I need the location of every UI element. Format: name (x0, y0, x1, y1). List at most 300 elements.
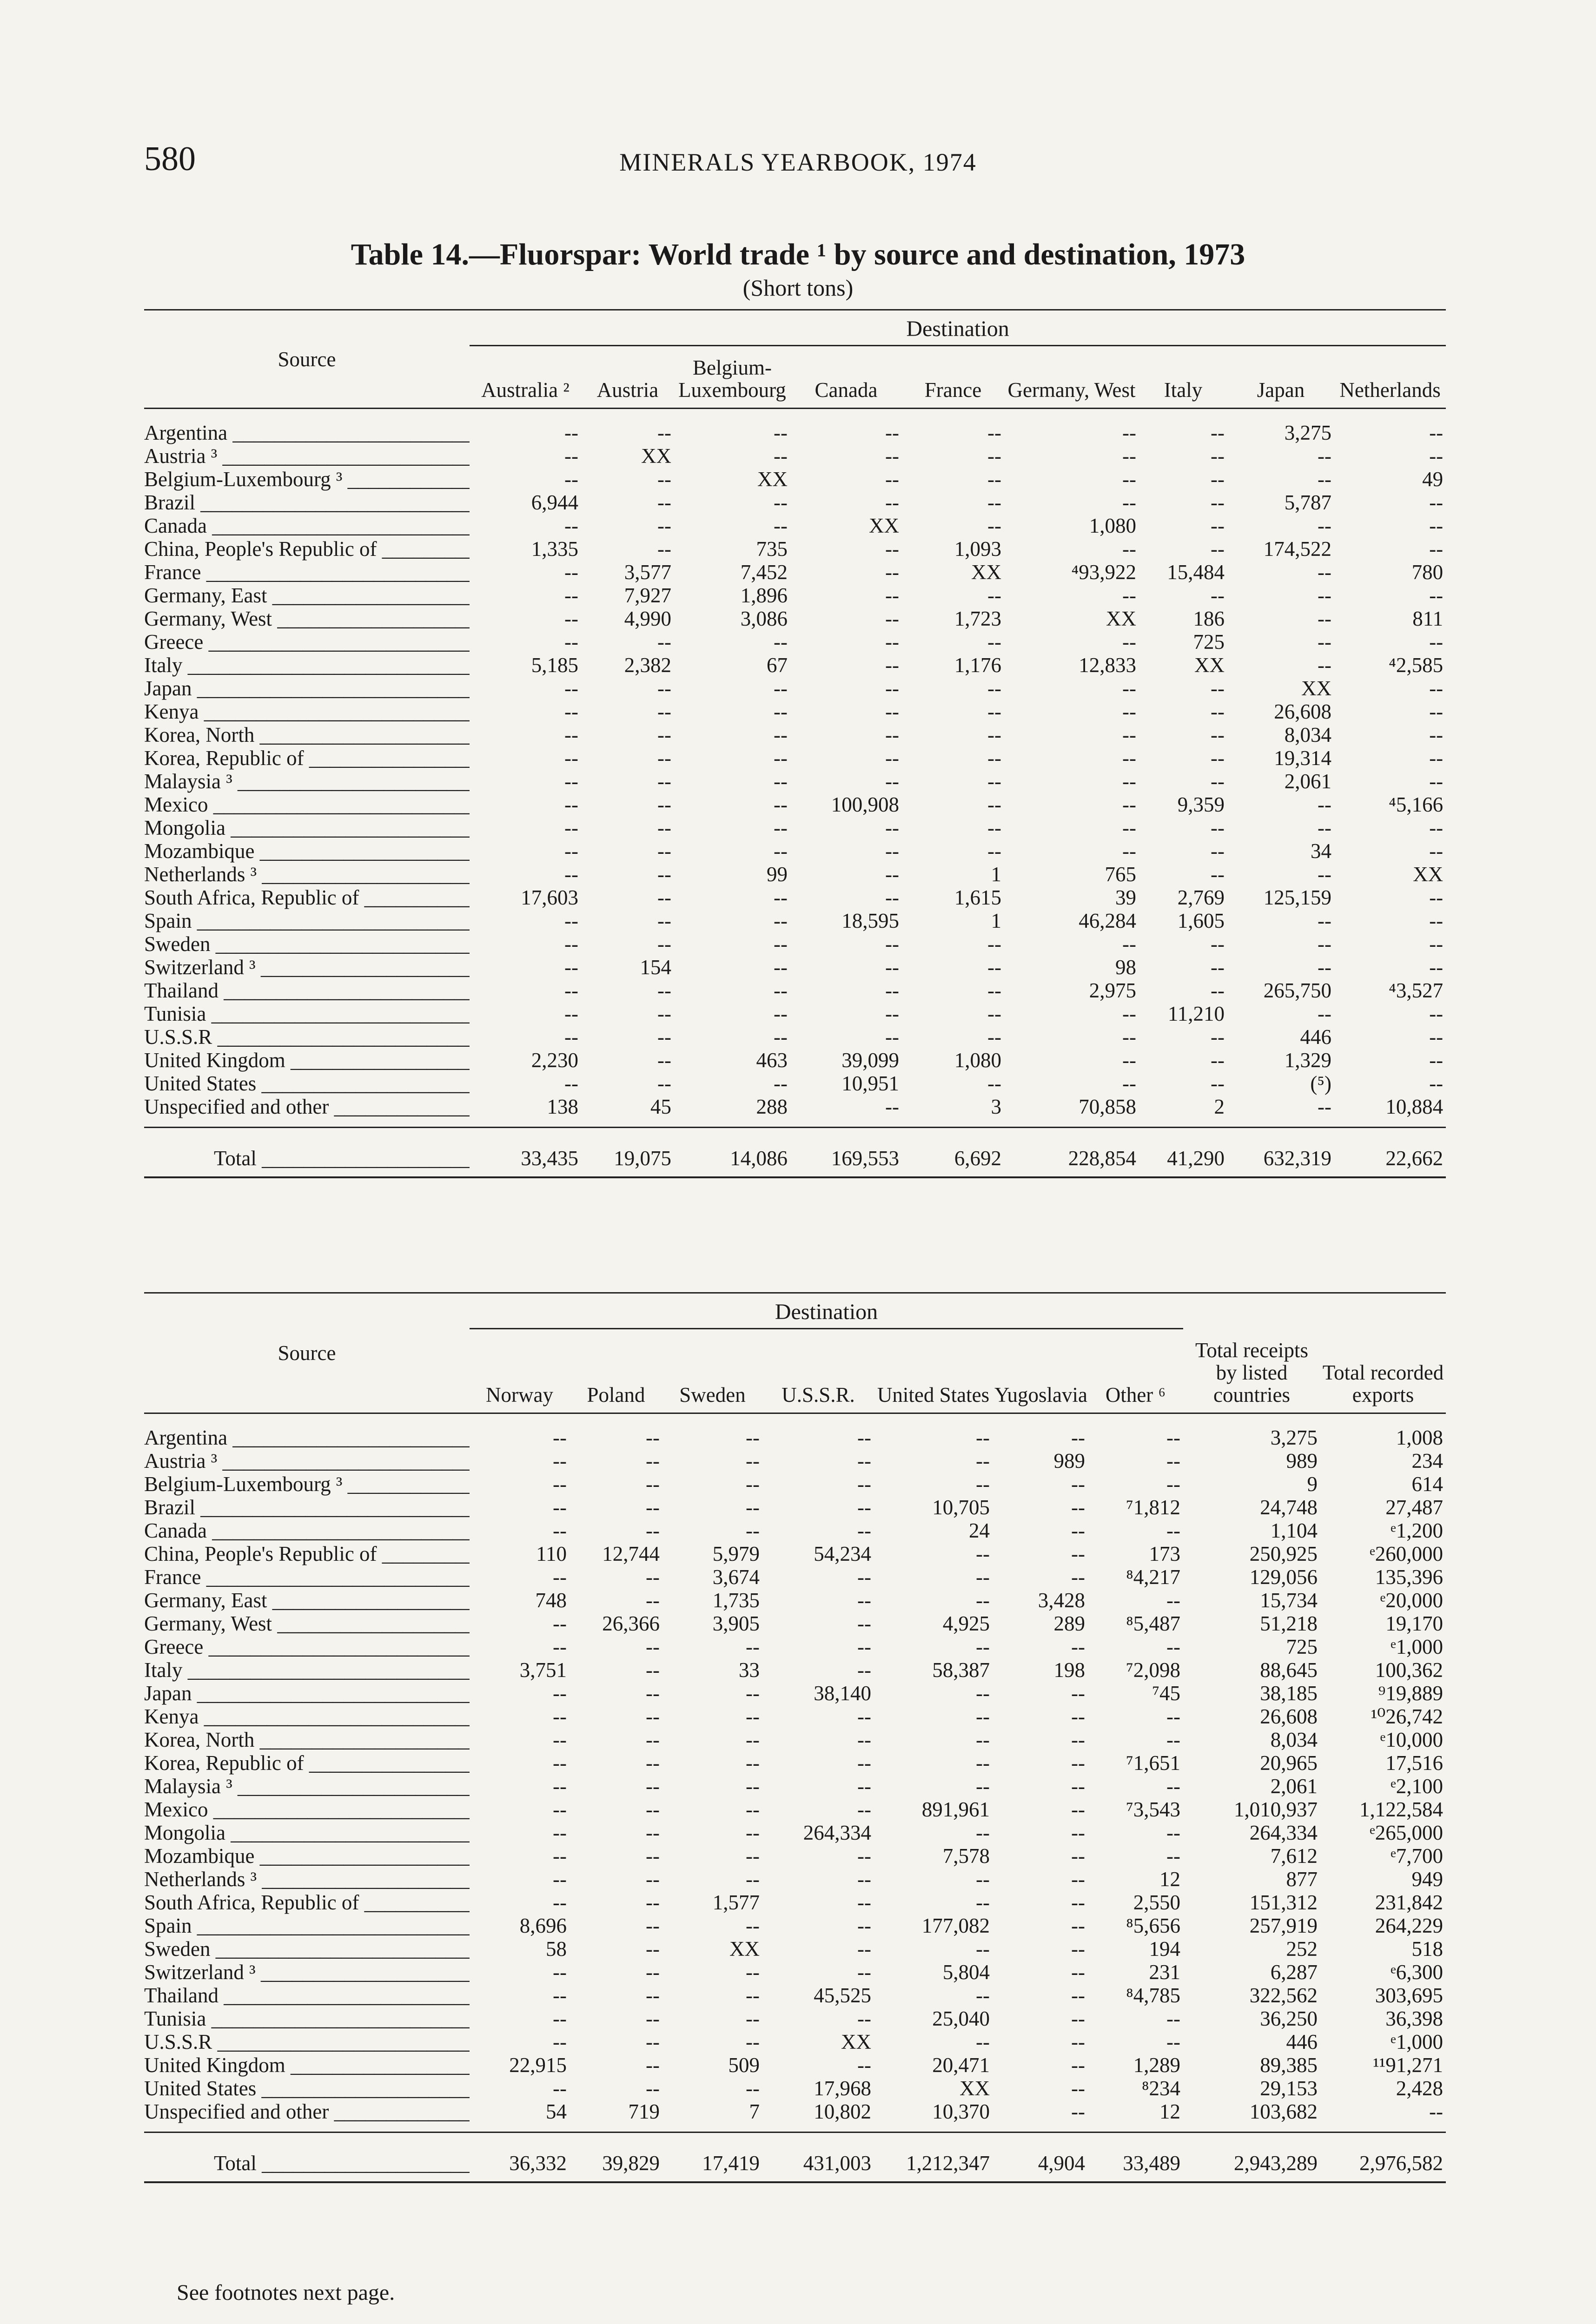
value-cell: -- (746, 1960, 760, 1984)
table-row (144, 2030, 1446, 2053)
value-cell: -- (1071, 1983, 1085, 2007)
value-cell: XX (971, 561, 1001, 584)
value-cell: -- (885, 746, 899, 770)
value-cell: -- (1071, 1681, 1085, 1705)
total-cell: 1,212,347 (874, 2132, 993, 2182)
value-cell: -- (646, 1867, 660, 1891)
value-cell: -- (987, 421, 1001, 444)
value-cell: -- (987, 1002, 1001, 1025)
column-header: Italy (1139, 346, 1227, 409)
value-cell: -- (885, 932, 899, 956)
table-row (144, 2053, 1446, 2077)
value-cell: ᵉ1,200 (1391, 1519, 1444, 1542)
value-cell: 7 (749, 2100, 760, 2123)
value-cell: 1,080 (954, 1049, 1001, 1072)
value-cell: -- (553, 1681, 567, 1705)
value-cell: 5,804 (942, 1960, 990, 1984)
value-cell: -- (564, 1002, 578, 1025)
value-cell: 303,695 (1375, 1983, 1444, 2007)
value-cell: -- (564, 816, 578, 839)
value-cell: 1,723 (954, 607, 1001, 630)
value-cell: -- (1122, 421, 1136, 444)
table-row (144, 1728, 1446, 1751)
value-cell: 1,104 (1270, 1519, 1318, 1542)
source-cell: Mozambique _____ (144, 839, 470, 863)
value-cell: 45 (650, 1095, 671, 1118)
value-cell: -- (1318, 793, 1331, 816)
source-cell: Mongolia _____ (144, 1821, 470, 1844)
value-cell: -- (553, 2030, 567, 2053)
table-row (144, 1496, 1446, 1519)
value-cell: 54,234 (814, 1542, 871, 1565)
value-cell: -- (1122, 677, 1136, 700)
value-cell: 4,990 (624, 607, 671, 630)
value-cell: -- (1166, 1821, 1181, 1844)
value-cell: -- (746, 1728, 760, 1751)
table-row (144, 1705, 1446, 1728)
source-cell: China, People's Republic of _____ (144, 1542, 470, 1565)
value-cell: 7,927 (624, 584, 671, 607)
value-cell: ⁷1,651 (1126, 1751, 1181, 1775)
value-cell: -- (1429, 421, 1444, 444)
source-cell: France _____ (144, 1565, 470, 1589)
value-cell: 58,387 (932, 1658, 990, 1682)
value-cell: 509 (728, 2053, 760, 2077)
value-cell: -- (774, 1025, 788, 1049)
value-cell: -- (1071, 1472, 1085, 1496)
value-cell: -- (987, 770, 1001, 793)
value-cell: 12,744 (602, 1542, 660, 1565)
value-cell: 138 (547, 1095, 578, 1118)
value-cell: -- (657, 932, 671, 956)
value-cell: -- (657, 491, 671, 514)
value-cell: -- (1429, 2100, 1444, 2123)
column-header: Japan (1227, 346, 1334, 409)
value-cell: -- (1122, 793, 1136, 816)
value-cell: -- (1318, 863, 1331, 886)
value-cell: ⁸4,217 (1126, 1565, 1181, 1589)
value-cell: -- (746, 2007, 760, 2030)
value-cell: -- (885, 561, 899, 584)
value-cell: -- (553, 1983, 567, 2007)
value-cell: ⁸5,656 (1126, 1914, 1181, 1937)
value-cell: 719 (628, 2100, 660, 2123)
source-cell: United States _____ (144, 2077, 470, 2100)
value-cell: -- (1122, 630, 1136, 654)
value-cell: 2,382 (624, 654, 671, 677)
value-cell: -- (1211, 746, 1225, 770)
value-cell: -- (1122, 584, 1136, 607)
value-cell: -- (857, 1565, 871, 1589)
table-row (144, 1775, 1446, 1798)
value-cell: 125,159 (1263, 886, 1331, 909)
value-cell: -- (1211, 491, 1225, 514)
column-header: Yugoslavia (993, 1329, 1088, 1413)
source-cell: Switzerland ³ _____ (144, 956, 470, 979)
value-cell: ᵉ1,000 (1391, 2030, 1444, 2053)
value-cell: 46,284 (1079, 909, 1136, 932)
value-cell: -- (657, 677, 671, 700)
value-cell: ᵉ7,700 (1391, 1844, 1444, 1868)
value-cell: -- (646, 1797, 660, 1821)
value-cell: -- (746, 1704, 760, 1728)
value-cell: 1 (991, 863, 1001, 886)
source-cell: Kenya _____ (144, 1705, 470, 1728)
value-cell: -- (857, 1890, 871, 1914)
table-row (144, 1095, 1446, 1128)
source-cell: Netherlands ³ _____ (144, 1868, 470, 1891)
value-cell: -- (646, 1914, 660, 1937)
value-cell: ⁷3,543 (1126, 1797, 1181, 1821)
source-cell: Canada _____ (144, 514, 470, 537)
value-cell: -- (1166, 1704, 1181, 1728)
value-cell: -- (1211, 816, 1225, 839)
value-cell: -- (657, 793, 671, 816)
value-cell: -- (1429, 630, 1444, 654)
table-row (144, 1914, 1446, 1937)
value-cell: -- (1071, 1890, 1085, 1914)
value-cell: -- (564, 607, 578, 630)
value-cell: 252 (1286, 1937, 1318, 1961)
value-cell: -- (857, 1960, 871, 1984)
table-row (144, 1635, 1446, 1658)
value-cell: 110 (536, 1542, 567, 1565)
table-row (144, 746, 1446, 770)
value-cell: -- (646, 1774, 660, 1798)
value-cell: 5,185 (531, 654, 578, 677)
value-cell: -- (976, 1751, 990, 1775)
value-cell: -- (746, 1472, 760, 1496)
value-cell: -- (976, 1449, 990, 1472)
table-row (144, 1612, 1446, 1635)
value-cell: -- (885, 654, 899, 677)
source-cell: Thailand _____ (144, 979, 470, 1002)
value-cell: -- (564, 1025, 578, 1049)
column-header: Other ⁶ (1088, 1329, 1183, 1413)
value-cell: -- (774, 909, 788, 932)
value-cell: -- (1429, 491, 1444, 514)
source-cell: Korea, Republic of _____ (144, 1751, 470, 1775)
value-cell: 1,176 (954, 654, 1001, 677)
value-cell: -- (553, 1867, 567, 1891)
table-row (144, 584, 1446, 607)
value-cell: ⁷1,812 (1126, 1495, 1181, 1519)
value-cell: 38,185 (1260, 1681, 1318, 1705)
value-cell: -- (857, 2053, 871, 2077)
value-cell: 26,608 (1274, 700, 1331, 723)
value-cell: -- (774, 630, 788, 654)
value-cell: -- (885, 630, 899, 654)
value-cell: ᵉ265,000 (1370, 1821, 1444, 1844)
column-header: Total recorded exports (1320, 1329, 1446, 1413)
value-cell: -- (564, 630, 578, 654)
value-cell: -- (1166, 1774, 1181, 1798)
value-cell: -- (976, 1704, 990, 1728)
value-cell: -- (1166, 1728, 1181, 1751)
source-cell: Thailand _____ (144, 1984, 470, 2007)
value-cell: 265,750 (1263, 979, 1331, 1002)
value-cell: 1,896 (740, 584, 788, 607)
value-cell: -- (885, 468, 899, 491)
trade-table-part-1 (144, 309, 1446, 1178)
value-cell: -- (885, 700, 899, 723)
table-row (144, 444, 1446, 468)
source-cell: United Kingdom _____ (144, 2053, 470, 2077)
value-cell: 12,833 (1079, 654, 1136, 677)
value-cell: 891,961 (921, 1797, 990, 1821)
value-cell: -- (646, 1426, 660, 1449)
total-cell: 33,435 (470, 1128, 581, 1178)
value-cell: 2,975 (1089, 979, 1136, 1002)
value-cell: -- (976, 1821, 990, 1844)
value-cell: -- (885, 839, 899, 863)
value-cell: -- (1211, 514, 1225, 537)
value-cell: -- (646, 2007, 660, 2030)
value-cell: -- (774, 677, 788, 700)
value-cell: -- (1122, 932, 1136, 956)
value-cell: 3,751 (519, 1658, 567, 1682)
value-cell: ⁸234 (1141, 2076, 1181, 2100)
total-cell: 19,075 (581, 1128, 674, 1178)
source-cell: Germany, West _____ (144, 1612, 470, 1635)
value-cell: -- (976, 1542, 990, 1565)
value-cell: 231 (1149, 1960, 1181, 1984)
table-row (144, 1961, 1446, 1984)
source-header: Source (144, 1293, 470, 1413)
value-cell: -- (987, 677, 1001, 700)
source-cell: Unspecified and other _____ (144, 2100, 470, 2133)
value-cell: -- (1122, 770, 1136, 793)
value-cell: 3 (991, 1095, 1001, 1118)
value-cell: 1,605 (1177, 909, 1225, 932)
value-cell: -- (857, 1611, 871, 1635)
value-cell: -- (976, 1728, 990, 1751)
source-cell: Mozambique _____ (144, 1844, 470, 1868)
value-cell: -- (1071, 1960, 1085, 1984)
value-cell: 22,915 (509, 2053, 567, 2077)
value-cell: 12 (1159, 1867, 1181, 1891)
value-cell: -- (857, 1704, 871, 1728)
source-cell: Korea, North _____ (144, 1728, 470, 1751)
value-cell: -- (746, 1449, 760, 1472)
value-cell: -- (1211, 444, 1225, 468)
total-row (144, 2132, 1446, 2182)
value-cell: -- (885, 491, 899, 514)
value-cell: -- (646, 1728, 660, 1751)
value-cell: 989 (1286, 1449, 1318, 1472)
value-cell: 5,787 (1284, 491, 1331, 514)
value-cell: 10,370 (932, 2100, 990, 2123)
value-cell: -- (857, 1495, 871, 1519)
value-cell: -- (987, 932, 1001, 956)
table-row (144, 1472, 1446, 1496)
value-cell: XX (869, 514, 899, 537)
value-cell: -- (1318, 607, 1331, 630)
value-cell: 2,769 (1177, 886, 1225, 909)
running-head: MINERALS YEARBOOK, 1974 (619, 148, 977, 176)
value-cell: -- (987, 514, 1001, 537)
value-cell: -- (646, 1844, 660, 1868)
table-row (144, 770, 1446, 793)
value-cell: -- (1166, 1449, 1181, 1472)
source-cell: Italy _____ (144, 1658, 470, 1682)
value-cell: -- (1318, 444, 1331, 468)
value-cell: -- (987, 746, 1001, 770)
value-cell: -- (646, 1937, 660, 1961)
value-cell: -- (564, 561, 578, 584)
table-row (144, 723, 1446, 746)
value-cell: 8,696 (519, 1914, 567, 1937)
value-cell: -- (1122, 1072, 1136, 1095)
value-cell: 6,287 (1270, 1960, 1318, 1984)
value-cell: -- (1318, 584, 1331, 607)
value-cell: 7,578 (942, 1844, 990, 1868)
source-cell: Netherlands ³ _____ (144, 863, 470, 886)
value-cell: -- (774, 700, 788, 723)
value-cell: -- (1429, 723, 1444, 746)
value-cell: -- (1429, 909, 1444, 932)
value-cell: -- (987, 793, 1001, 816)
value-cell: 54 (546, 2100, 567, 2123)
table-row (144, 654, 1446, 677)
value-cell: 36,250 (1260, 2007, 1318, 2030)
value-cell: -- (1211, 700, 1225, 723)
value-cell: -- (1122, 700, 1136, 723)
total-cell: 36,332 (470, 2132, 570, 2182)
source-cell: Malaysia ³ _____ (144, 770, 470, 793)
value-cell: -- (1071, 2076, 1085, 2100)
value-cell: XX (1194, 654, 1225, 677)
value-cell: -- (1429, 514, 1444, 537)
value-cell: -- (1071, 1867, 1085, 1891)
value-cell: -- (987, 979, 1001, 1002)
value-cell: -- (885, 421, 899, 444)
table-row (144, 1937, 1446, 1961)
source-cell: Argentina _____ (144, 1413, 470, 1449)
value-cell: -- (774, 491, 788, 514)
value-cell: -- (657, 886, 671, 909)
value-cell: ᵉ2,100 (1391, 1774, 1444, 1798)
value-cell: XX (1413, 863, 1444, 886)
value-cell: -- (976, 1588, 990, 1612)
value-cell: -- (1071, 1635, 1085, 1658)
value-cell: -- (657, 816, 671, 839)
table-row (144, 1025, 1446, 1049)
value-cell: -- (774, 1002, 788, 1025)
source-cell: Spain _____ (144, 1914, 470, 1937)
value-cell: 15,734 (1260, 1588, 1318, 1612)
value-cell: 725 (1286, 1635, 1318, 1658)
value-cell: -- (1318, 514, 1331, 537)
source-cell: United Kingdom _____ (144, 1049, 470, 1072)
column-header: Sweden (662, 1329, 762, 1413)
value-cell: -- (1166, 2030, 1181, 2053)
value-cell: -- (987, 723, 1001, 746)
value-cell: 1,289 (1133, 2053, 1181, 2077)
value-cell: 1,329 (1284, 1049, 1331, 1072)
value-cell: 264,334 (1249, 1821, 1318, 1844)
value-cell: 17,516 (1385, 1751, 1444, 1775)
value-cell: -- (1071, 1519, 1085, 1542)
value-cell: 289 (1053, 1611, 1085, 1635)
value-cell: -- (553, 1797, 567, 1821)
value-cell: -- (1211, 723, 1225, 746)
value-cell: -- (857, 1751, 871, 1775)
source-cell: Spain _____ (144, 909, 470, 932)
table-row (144, 700, 1446, 723)
value-cell: ¹¹91,271 (1373, 2053, 1444, 2077)
value-cell: 250,925 (1249, 1542, 1318, 1565)
value-cell: 45,525 (814, 1983, 871, 2007)
value-cell: ⁴93,922 (1071, 561, 1136, 584)
value-cell: -- (553, 1565, 567, 1589)
source-cell: Korea, North _____ (144, 723, 470, 746)
table-row (144, 1072, 1446, 1095)
column-header: Netherlands (1334, 346, 1446, 409)
value-cell: -- (1166, 2007, 1181, 2030)
value-cell: 446 (1286, 2030, 1318, 2053)
total-cell: 17,419 (662, 2132, 762, 2182)
value-cell: 10,884 (1385, 1095, 1444, 1118)
value-cell: -- (1318, 932, 1331, 956)
value-cell: -- (657, 1002, 671, 1025)
value-cell: -- (1071, 2100, 1085, 2123)
value-cell: -- (885, 863, 899, 886)
value-cell: 58 (546, 1937, 567, 1961)
value-cell: -- (1071, 1914, 1085, 1937)
value-cell: -- (976, 1983, 990, 2007)
destination-header: Destination (470, 1293, 1183, 1329)
column-header: Belgium-Luxembourg (674, 346, 790, 409)
value-cell: -- (746, 1519, 760, 1542)
value-cell: -- (646, 1704, 660, 1728)
source-cell: Japan _____ (144, 677, 470, 700)
value-cell: -- (976, 1867, 990, 1891)
value-cell: 26,366 (602, 1611, 660, 1635)
total-row (144, 1128, 1446, 1178)
value-cell: -- (857, 1844, 871, 1868)
value-cell: -- (857, 1937, 871, 1961)
value-cell: -- (553, 1611, 567, 1635)
value-cell: -- (987, 468, 1001, 491)
value-cell: -- (553, 1774, 567, 1798)
value-cell: ⁹19,889 (1378, 1681, 1444, 1705)
column-header: Germany, West (1004, 346, 1139, 409)
value-cell: -- (1429, 700, 1444, 723)
column-header: U.S.S.R. (762, 1329, 874, 1413)
value-cell: -- (857, 1728, 871, 1751)
value-cell: ᵉ6,300 (1391, 1960, 1444, 1984)
value-cell: -- (564, 444, 578, 468)
value-cell: -- (1071, 1937, 1085, 1961)
value-cell: 20,471 (932, 2053, 990, 2077)
value-cell: -- (857, 1867, 871, 1891)
value-cell: -- (746, 1774, 760, 1798)
value-cell: 3,674 (712, 1565, 760, 1589)
table-row (144, 886, 1446, 909)
table-title: Table 14.—Fluorspar: World trade ¹ by source and destination, 1973 (351, 238, 1245, 271)
value-cell: -- (774, 956, 788, 979)
value-cell: 186 (1193, 607, 1225, 630)
footnote: See footnotes next page. (177, 2280, 395, 2305)
value-cell: -- (553, 1728, 567, 1751)
value-cell: 288 (756, 1095, 788, 1118)
table-row (144, 1682, 1446, 1705)
table-row (144, 1751, 1446, 1775)
value-cell: -- (774, 979, 788, 1002)
value-cell: -- (1429, 839, 1444, 863)
value-cell: -- (1318, 1002, 1331, 1025)
